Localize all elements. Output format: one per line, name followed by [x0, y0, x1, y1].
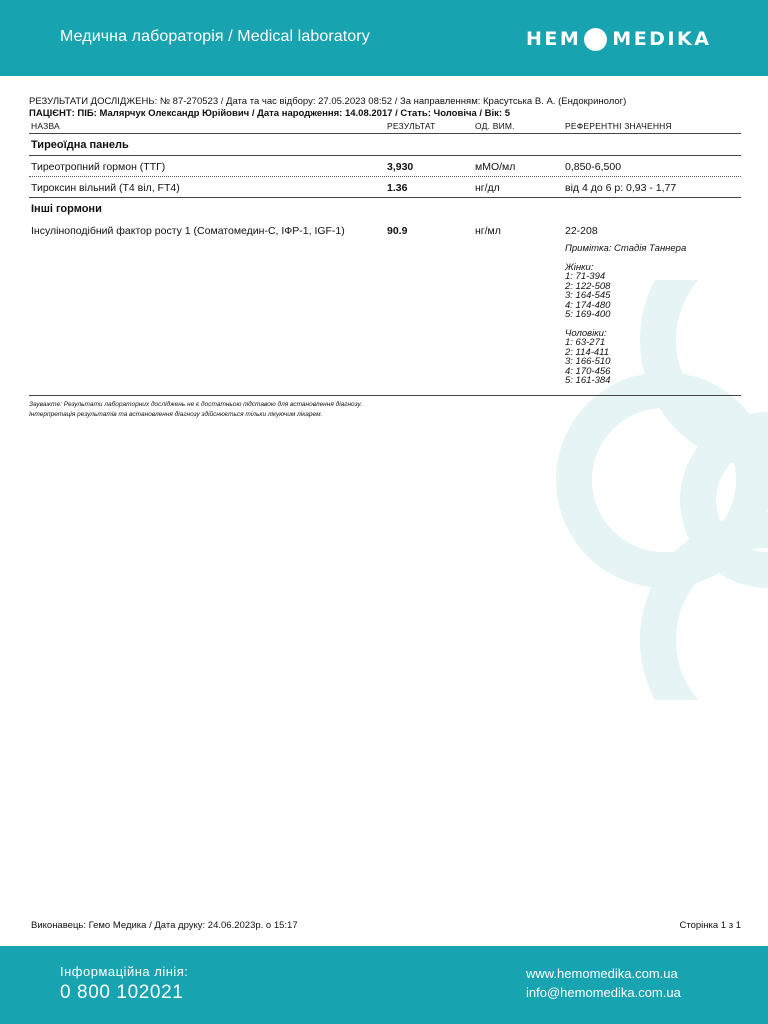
- section-title: Тиреоїдна панель: [29, 134, 741, 156]
- tanner-note: [565, 244, 686, 386]
- col-unit: ОД. ВИМ.: [475, 121, 515, 131]
- men-range: 5: 161-384: [565, 375, 611, 386]
- table-header: [29, 120, 741, 134]
- contact-links: [526, 964, 681, 1002]
- table-row: [29, 177, 741, 198]
- test-result: 90.9: [387, 225, 408, 237]
- women-range: 5: 169-400: [565, 309, 611, 320]
- test-name: Тироксин вільний (Т4 віл, FT4): [31, 182, 180, 194]
- col-result: РЕЗУЛЬТАТ: [387, 121, 436, 131]
- men-range: 3: 166-510: [565, 356, 611, 367]
- test-unit: нг/мл: [475, 225, 501, 237]
- women-range: 1: 71-394: [565, 271, 606, 282]
- men-range: 2: 114-411: [565, 346, 610, 358]
- remark-line: Зауважте: Результати лабораторних досліджень не є достатньою підставою для встановлення діагнозу.: [29, 401, 363, 408]
- women-range: 2: 122-508: [565, 280, 611, 292]
- test-name: Тиреотропний гормон (ТТГ): [31, 161, 166, 173]
- logo-text-right: MEDIKA: [612, 28, 712, 50]
- table-row: [29, 219, 741, 396]
- page-number: Сторінка 1 з 1: [679, 920, 741, 931]
- test-result: 1.36: [387, 182, 408, 194]
- test-unit: мМО/мл: [475, 161, 516, 173]
- test-reference: 0,850-6,500: [565, 161, 622, 173]
- test-name: Інсуліноподібний фактор росту 1 (Соматомедин-С, ІФР-1, IGF-1): [31, 225, 345, 237]
- executor-info: Виконавець: Гемо Медика / Дата друку: 24.06.2023р. о 15:17: [31, 920, 298, 931]
- website-link[interactable]: www.hemomedika.com.ua: [526, 966, 678, 981]
- women-range: 3: 164-545: [565, 290, 611, 301]
- contact-footer: [0, 946, 768, 1024]
- note-title: Примітка: Стадія Таннера: [565, 243, 687, 254]
- remarks: [29, 400, 741, 420]
- men-title: Чоловіки:: [565, 327, 607, 339]
- test-unit: нг/дл: [475, 182, 500, 194]
- test-reference: від 4 до 6 р: 0,93 - 1,77: [565, 182, 677, 194]
- print-footer: [31, 920, 741, 931]
- remark-line: Інтерпретація результатів та встановлення діагнозу здійснюється тільки лікуючим лікарем.: [29, 411, 323, 418]
- women-title: Жінки:: [565, 261, 594, 273]
- men-range: 4: 170-456: [565, 365, 611, 377]
- section-title: Інші гормони: [31, 203, 102, 215]
- col-reference: РЕФЕРЕНТНІ ЗНАЧЕННЯ: [565, 121, 672, 131]
- table-row: [29, 156, 741, 177]
- results-document: [29, 96, 741, 420]
- women-range: 4: 174-480: [565, 299, 611, 311]
- page-header: [0, 0, 768, 76]
- men-range: 1: 63-271: [565, 337, 606, 348]
- logo-text-left: HEM: [526, 28, 582, 50]
- col-name: НАЗВА: [31, 121, 60, 131]
- info-label: Інформаційна лінія:: [60, 964, 189, 979]
- hemomedika-logo: [526, 26, 711, 52]
- test-reference: 22-208: [565, 225, 598, 237]
- patient-info: ПАЦІЄНТ: ПІБ: Малярчук Олександр Юрійович / Дата народження: 14.08.2017 / Стать: Чоловіча / Вік: 5: [29, 108, 511, 119]
- logo-circle-icon: [584, 28, 607, 51]
- info-line: [60, 964, 188, 1004]
- email-link[interactable]: info@hemomedika.com.ua: [526, 985, 681, 1000]
- test-result: 3,930: [387, 161, 414, 173]
- report-info: РЕЗУЛЬТАТИ ДОСЛІДЖЕНЬ: № 87-270523 / Дата та час відбору: 27.05.2023 08:52 / За направленням: Красутська В. А. (Ендокринолог): [29, 96, 627, 107]
- phone-number[interactable]: 0 800 102021: [60, 982, 184, 1003]
- lab-title: Медична лабораторія / Medical laboratory: [60, 28, 370, 45]
